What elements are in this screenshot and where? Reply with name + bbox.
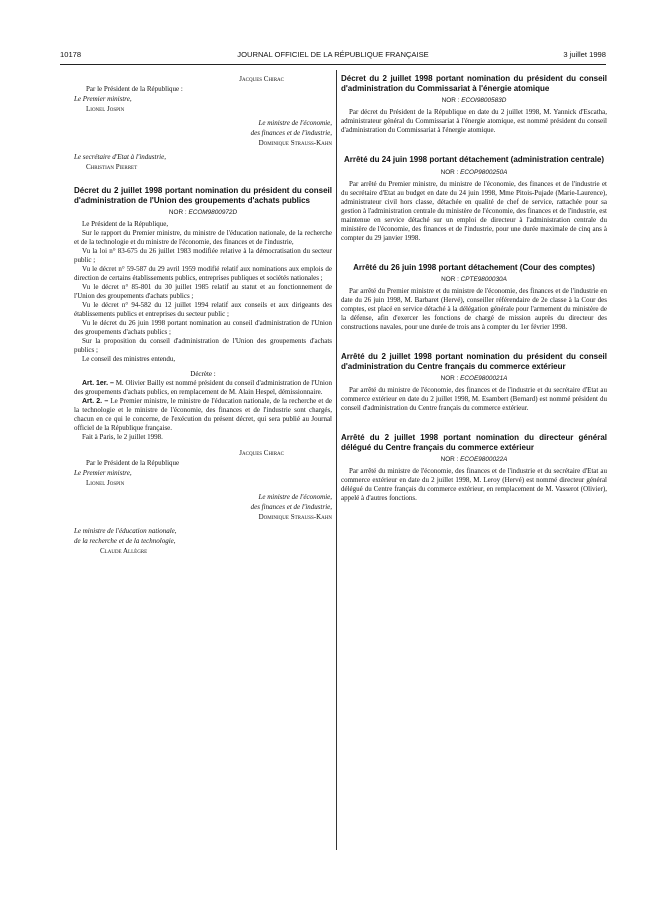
nor-line	[74, 209, 332, 216]
notice-title: Arrêté du 24 juin 1998 portant détachement (administration centrale)	[343, 155, 605, 164]
nor-line	[341, 97, 607, 104]
eco-minister-title-2: des finances et de l'industrie,	[250, 503, 332, 511]
decree-para: Vu le décret n° 94-582 du 12 juillet 1994 relatif aux conseils et aux dirigeants des établissements publics et entreprises du secteur public ;	[74, 301, 332, 318]
eco-minister-title-1: Le ministre de l'économie,	[258, 119, 332, 127]
fait-line: Fait à Paris, le 2 juillet 1998.	[82, 433, 163, 441]
nor-line	[341, 375, 607, 382]
notice-title: Décret du 2 juillet 1998 portant nomination du président du conseil d'administration du Commissariat à l'énergie atomique	[341, 74, 607, 93]
right-column	[341, 74, 607, 503]
top-signature-block	[74, 74, 332, 172]
notice-text: Par arrêté du Premier ministre, du ministre de l'économie, des finances et de l'industrie et du secrétaire d'Etat au budget en date du 24 juin 1998, Mme Pitois-Pujade (Marie-Laurence), administrateur civil hors classe, détachée en qualité de chef de service, rattachée pour sa gestion à l'administration centrale du ministère de l'économie, des finances et de l'industrie, est maintenue en service détaché sur un emploi de directeur à l'administration centrale du ministère de l'économie, des finances et de l'industrie, pour une durée maximale de cinq ans à compter du 29 janvier 1998.	[341, 179, 607, 242]
decree-para: Vu le décret n° 59-587 du 29 avril 1959 modifié relatif aux nominations aux emplois de direction de certains établissements publics, entreprises publiques et sociétés nationales ;	[74, 265, 332, 282]
eco-minister-name: Dominique Strauss-Kahn	[258, 139, 332, 147]
par-president-line: Par le Président de la République :	[86, 85, 183, 93]
nor-label: NOR :	[168, 209, 187, 216]
nor-code: ECOP9800250A	[460, 168, 508, 176]
secretary-name: Christian Pierret	[86, 163, 138, 171]
nor-line	[341, 456, 607, 463]
edu-minister-title-1: Le ministre de l'éducation nationale,	[74, 527, 177, 535]
nor-label: NOR :	[441, 97, 460, 104]
decree-ugap	[74, 186, 332, 442]
journal-title: JOURNAL OFFICIEL DE LA RÉPUBLIQUE FRANÇAISE	[237, 50, 429, 59]
article-2	[74, 397, 332, 433]
decree-para: Vu le décret du 26 juin 1998 portant nomination au conseil d'administration de l'Union des groupements d'achats publics ;	[74, 319, 332, 336]
bottom-signature-block	[74, 448, 332, 556]
eco-minister-title-1: Le ministre de l'économie,	[258, 493, 332, 501]
left-column	[74, 74, 332, 556]
decree-para: Vu le décret n° 85-801 du 30 juillet 1985 relatif au statut et au fonctionnement de l'Union des groupements d'achats publics ;	[74, 283, 332, 300]
nor-code: ECOE9800022A	[460, 456, 508, 463]
decree-para: Sur la proposition du conseil d'administration de l'Union des groupements d'achats publics ;	[74, 337, 332, 354]
nor-code: ECOE9800021A	[460, 375, 508, 382]
nor-code: ECOM9800972D	[188, 209, 238, 216]
nor-line	[341, 276, 607, 283]
notice-text: Par arrêté du ministre de l'économie, des finances et de l'industrie et du secrétaire d'Etat au commerce extérieur en date du 2 juillet 1998, M. Leroy (Hervé) est nommé directeur général délégué du Centre français du commerce extérieur, en remplacement de M. Vasserot (Olivier), appelé à d'autres fonctions.	[341, 467, 607, 502]
article-2-label: Art. 2. –	[82, 398, 109, 405]
nor-label: NOR :	[440, 168, 459, 176]
edu-minister-title-2: de la recherche et de la technologie,	[74, 537, 176, 545]
article-2-text: Le Premier ministre, le ministre de l'éducation nationale, de la recherche et de la technologie et le ministre de l'économie, des finances et de l'industrie sont chargés, chacun en ce qui le concerne, de l'exécution du présent décret, qui sera publié au Journal officiel de la République française.	[74, 397, 332, 432]
page-number: 10178	[60, 50, 82, 59]
nor-line	[341, 169, 607, 176]
nor-label: NOR :	[441, 276, 459, 283]
eco-minister-title-2: des finances et de l'industrie,	[250, 129, 332, 137]
column-separator	[336, 70, 337, 850]
nor-code: CPTE9800030A	[460, 276, 507, 283]
arrete-cour-des-comptes	[341, 263, 607, 333]
nor-label: NOR :	[440, 456, 459, 463]
page-header	[60, 50, 606, 62]
notice-title: Arrêté du 26 juin 1998 portant détachement (Cour des comptes)	[353, 262, 595, 272]
arrete-admin-centrale	[341, 155, 607, 243]
president-name: Jacques Chirac	[239, 75, 284, 83]
decree-para: Sur le rapport du Premier ministre, du ministre de l'éducation nationale, de la recherche et de la technologie et du ministre de l'économie, des finances et de l'industrie,	[74, 229, 332, 246]
arrete-cfce-president	[341, 352, 607, 413]
issue-date: 3 juillet 1998	[563, 50, 606, 59]
secretary-title: Le secrétaire d'Etat à l'industrie,	[74, 153, 166, 161]
article-1	[74, 379, 332, 397]
decree-cea	[341, 74, 607, 135]
par-president-line: Par le Président de la République	[86, 459, 180, 467]
notice-title: Arrêté du 2 juillet 1998 portant nomination du président du conseil d'administration du Centre français du commerce extérieur	[341, 352, 607, 371]
article-1-label: Art. 1er. –	[82, 380, 114, 387]
header-rule	[60, 64, 606, 65]
pm-title: Le Premier ministre,	[74, 469, 132, 477]
notice-text: Par arrêté du Premier ministre et du ministre de l'économie, des finances et de l'industrie en date du 26 juin 1998, M. Barbaret (Hervé), conseiller référendaire de 2e classe à la Cour des comptes, est placé en service détaché à la délégation générale pour l'armement du ministère de la défense, afin d'exercer les fonctions de chargé de mission auprès du directeur des constructions navales, pour une durée de trois ans à compter du 1er février 1998.	[341, 287, 607, 331]
decree-para: Le Président de la République,	[82, 220, 169, 228]
pm-title: Le Premier ministre,	[74, 95, 132, 103]
pm-name: Lionel Jospin	[86, 105, 125, 113]
edu-minister-name: Claude Allègre	[100, 547, 148, 555]
decrete: Décrète :	[190, 370, 216, 378]
eco-minister-name: Dominique Strauss-Kahn	[258, 513, 332, 521]
pm-name: Lionel Jospin	[86, 479, 125, 487]
president-name: Jacques Chirac	[239, 449, 284, 457]
nor-label: NOR :	[440, 375, 459, 382]
notice-text: Par décret du Président de la République en date du 2 juillet 1998, M. Yannick d'Escatha, administrateur général du Commissariat à l'énergie atomique, est nommé président du conseil d'administration du Commissariat à l'énergie atomique.	[341, 108, 607, 134]
nor-code: ECOI9800583D	[461, 97, 507, 104]
arrete-cfce-directeur	[341, 433, 607, 503]
notice-text: Par arrêté du ministre de l'économie, des finances et de l'industrie et du secrétaire d'Etat au commerce extérieur en date du 2 juillet 1998, M. Esambert (Bernard) est nommé président du conseil d'administration du Centre français du commerce extérieur.	[341, 386, 607, 412]
article-1-text: M. Olivier Bailly est nommé président du conseil d'administration de l'Union des groupements d'achats publics, en remplacement de M. Alain Hespel, démissionnaire.	[74, 379, 332, 396]
decree-para: Vu la loi n° 83-675 du 26 juillet 1983 modifiée relative à la démocratisation du secteur public ;	[74, 247, 332, 264]
decree-para: Le conseil des ministres entendu,	[82, 355, 176, 363]
notice-title: Arrêté du 2 juillet 1998 portant nomination du directeur général délégué du Centre français du commerce extérieur	[341, 433, 607, 452]
decree-title: Décret du 2 juillet 1998 portant nomination du président du conseil d'administration de l'Union des groupements d'achats publics	[74, 186, 332, 205]
